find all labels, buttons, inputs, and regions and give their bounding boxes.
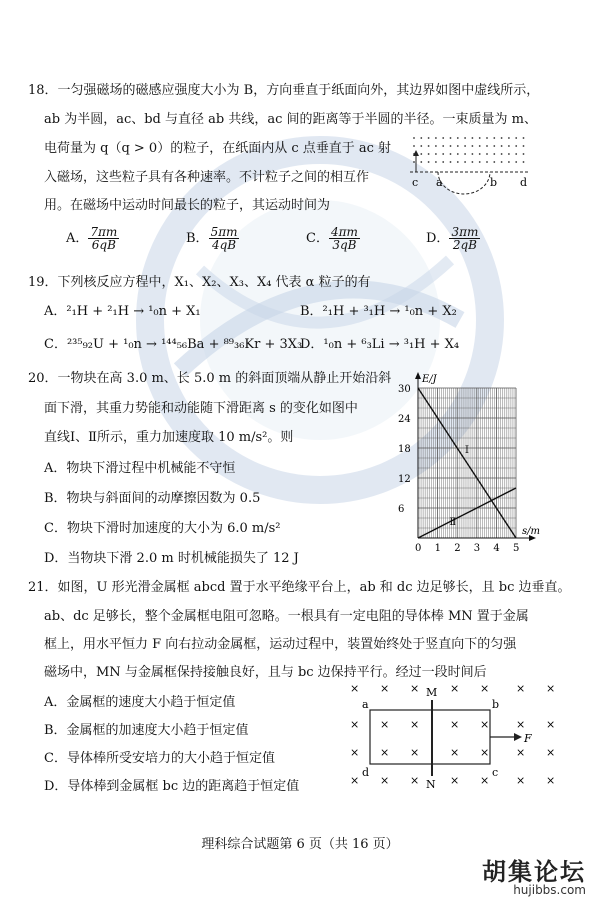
field-dot bbox=[493, 137, 495, 139]
field-dot bbox=[428, 161, 430, 163]
q18-line-1: 18．一匀强磁场的磁感应强度大小为 B，方向垂直于纸面向外，其边界如图中虚线所示， bbox=[28, 83, 540, 98]
field-cross-mark: × bbox=[480, 774, 490, 787]
field-cross-mark: × bbox=[450, 746, 460, 759]
y-axis-arrow bbox=[415, 372, 421, 379]
brand-url: hujibbs.com bbox=[513, 883, 586, 897]
x-axis-label: s/m bbox=[522, 526, 540, 537]
q20-option-c: C．物块下滑时加速度的大小为 6.0 m/s² bbox=[44, 521, 281, 536]
q18-label-c: c bbox=[412, 176, 419, 189]
y-tick-label: 24 bbox=[398, 414, 411, 425]
fraction-numerator: 3πm bbox=[451, 225, 479, 239]
q21-option-b: B．金属框的加速度大小趋于恒定值 bbox=[44, 723, 249, 738]
field-dot bbox=[457, 161, 459, 163]
field-dot bbox=[450, 137, 452, 139]
fraction-denominator: 4qB bbox=[211, 238, 237, 252]
field-dot bbox=[457, 145, 459, 147]
field-dot bbox=[486, 153, 488, 155]
series-label-1: Ⅰ bbox=[465, 445, 469, 456]
x-tick-label: 3 bbox=[473, 543, 481, 554]
x-tick-label: 0 bbox=[415, 543, 422, 554]
q18-option-fraction bbox=[209, 226, 240, 251]
fraction-numerator: 4πm bbox=[330, 225, 358, 239]
field-dot bbox=[450, 153, 452, 155]
field-dot bbox=[413, 145, 415, 147]
q18-label-b: b bbox=[490, 176, 498, 189]
field-dot bbox=[464, 145, 466, 147]
y-tick-label: 12 bbox=[398, 474, 411, 485]
field-dot bbox=[420, 153, 422, 155]
q21-label-d: d bbox=[362, 766, 370, 779]
field-dot bbox=[472, 145, 474, 147]
q18-label-d: d bbox=[520, 176, 528, 189]
field-dot bbox=[450, 145, 452, 147]
q21-label-m: M bbox=[426, 686, 438, 699]
y-tick-label: 6 bbox=[398, 504, 405, 515]
field-dot bbox=[420, 137, 422, 139]
q21-option-a: A．金属框的速度大小趋于恒定值 bbox=[44, 695, 236, 710]
field-dot bbox=[420, 145, 422, 147]
q18-option-label: A． bbox=[66, 231, 89, 246]
page-footer: 理科综合试题第 6 页（共 16 页） bbox=[201, 837, 399, 852]
field-dot bbox=[486, 161, 488, 163]
field-dot bbox=[464, 137, 466, 139]
q21-line-1: 21．如图，U 形光滑金属框 abcd 置于水平绝缘平台上，ab 和 dc 边足够长，且 bc 边垂直。 bbox=[28, 580, 571, 595]
x-tick-label: 2 bbox=[454, 543, 461, 554]
fraction-denominator: 2qB bbox=[452, 238, 477, 252]
field-dot bbox=[523, 161, 525, 163]
field-dot bbox=[479, 161, 481, 163]
q18-option-label: D． bbox=[426, 231, 450, 246]
field-dot bbox=[413, 137, 415, 139]
field-cross-mark: × bbox=[380, 746, 390, 759]
field-dot bbox=[472, 161, 474, 163]
field-dot bbox=[501, 153, 503, 155]
q19-option-a: A．²₁H + ²₁H → ¹₀n + X₁ bbox=[44, 304, 201, 319]
field-dot bbox=[442, 145, 444, 147]
field-dot bbox=[523, 137, 525, 139]
field-dot bbox=[493, 145, 495, 147]
y-axis-label: E/J bbox=[422, 374, 437, 385]
field-dot bbox=[457, 137, 459, 139]
q19-option-b: B．²₁H + ³₁H → ¹₀n + X₂ bbox=[300, 304, 457, 319]
field-dot bbox=[428, 145, 430, 147]
field-dot bbox=[523, 145, 525, 147]
field-cross-mark: × bbox=[450, 682, 460, 695]
q20-option-d: D．当物块下滑 2.0 m 时机械能损失了 12 J bbox=[44, 551, 299, 566]
q18-option-label: C． bbox=[306, 231, 329, 246]
field-dot bbox=[501, 145, 503, 147]
q18-label-a: a bbox=[436, 176, 443, 189]
q21-label-f: F bbox=[524, 732, 532, 745]
field-cross-mark: × bbox=[380, 774, 390, 787]
q20-line-2: 面下滑，其重力势能和动能随下滑距离 s 的变化如图中 bbox=[44, 401, 358, 416]
field-cross-mark: × bbox=[450, 774, 460, 787]
fraction-denominator: 3qB bbox=[332, 238, 357, 252]
field-dot bbox=[515, 161, 517, 163]
series-label-2: Ⅱ bbox=[449, 517, 457, 528]
fraction-denominator: 6qB bbox=[91, 238, 116, 252]
y-tick-label: 30 bbox=[398, 384, 411, 395]
fraction-numerator: 5πm bbox=[210, 225, 238, 239]
q20-option-b: B．物块与斜面间的动摩擦因数为 0.5 bbox=[44, 491, 261, 506]
field-dot bbox=[486, 145, 488, 147]
field-cross-mark: × bbox=[350, 718, 360, 731]
field-dot bbox=[442, 153, 444, 155]
field-dot bbox=[493, 153, 495, 155]
field-cross-mark: × bbox=[480, 718, 490, 731]
q21-label-n: N bbox=[426, 778, 436, 791]
q21-label-b: b bbox=[492, 698, 500, 711]
q18-option-fraction bbox=[88, 226, 119, 251]
y-tick-label: 18 bbox=[398, 444, 411, 455]
field-cross-mark: × bbox=[350, 746, 360, 759]
q21-line-3: 框上，用水平恒力 F 向右拉动金属框，运动过程中，装置始终处于竖直向下的匀强 bbox=[44, 637, 517, 652]
q21-label-a: a bbox=[362, 698, 369, 711]
field-cross-mark: × bbox=[480, 746, 490, 759]
field-dot bbox=[435, 161, 437, 163]
field-dot bbox=[435, 153, 437, 155]
q18-option-d bbox=[426, 226, 480, 251]
field-cross-mark: × bbox=[516, 774, 526, 787]
field-dot bbox=[501, 161, 503, 163]
field-dot bbox=[515, 145, 517, 147]
q18-line-4: 入磁场，这些粒子具有各种速率。不计粒子之间的相互作 bbox=[44, 170, 370, 185]
field-cross-mark: × bbox=[546, 682, 556, 695]
field-dot bbox=[501, 137, 503, 139]
field-dot bbox=[515, 153, 517, 155]
q21-line-4: 磁场中，MN 与金属框保持接触良好，且与 bc 边保持平行。经过一段时间后 bbox=[44, 665, 487, 680]
q18-option-c bbox=[306, 226, 360, 251]
field-dot bbox=[435, 137, 437, 139]
field-cross-mark: × bbox=[410, 718, 420, 731]
field-dot bbox=[464, 161, 466, 163]
q19-option-d: D．¹₀n + ⁶₃Li → ³₁H + X₄ bbox=[300, 337, 460, 352]
x-tick-label: 4 bbox=[493, 543, 500, 554]
q18-option-a bbox=[66, 226, 119, 251]
field-cross-mark: × bbox=[380, 682, 390, 695]
field-dot bbox=[472, 137, 474, 139]
field-cross-mark: × bbox=[546, 774, 556, 787]
field-dot bbox=[493, 161, 495, 163]
q18-option-fraction bbox=[329, 226, 360, 251]
field-cross-mark: × bbox=[410, 682, 420, 695]
brand-name: 胡集论坛 bbox=[482, 857, 586, 886]
field-cross-mark: × bbox=[546, 746, 556, 759]
site-brand bbox=[482, 857, 586, 897]
field-dot bbox=[479, 145, 481, 147]
field-dot bbox=[523, 153, 525, 155]
q21-line-2: ab、dc 足够长，整个金属框电阻可忽略。一根具有一定电阻的导体棒 MN 置于金属 bbox=[44, 609, 529, 624]
field-dot bbox=[420, 161, 422, 163]
x-tick-label: 5 bbox=[513, 543, 520, 554]
field-dot bbox=[486, 137, 488, 139]
field-dot bbox=[428, 153, 430, 155]
field-cross-mark: × bbox=[516, 682, 526, 695]
field-dot bbox=[457, 153, 459, 155]
q18-option-label: B． bbox=[186, 231, 209, 246]
q21-option-c: C．导体棒所受安培力的大小趋于恒定值 bbox=[44, 751, 275, 766]
q19-option-c: C．²³⁵₉₂U + ¹₀n → ¹⁴⁴₅₆Ba + ⁸⁹₃₆Kr + 3X₃ bbox=[44, 337, 303, 352]
q18-figure bbox=[410, 132, 530, 222]
field-cross-mark: × bbox=[350, 682, 360, 695]
q20-line-3: 直线Ⅰ、Ⅱ所示，重力加速度取 10 m/s²。则 bbox=[44, 430, 294, 445]
field-cross-mark: × bbox=[516, 746, 526, 759]
q18-option-b bbox=[186, 226, 239, 251]
field-dot bbox=[508, 153, 510, 155]
q20-line-1: 20．一物块在高 3.0 m、长 5.0 m 的斜面顶端从静止开始沿斜 bbox=[28, 371, 392, 386]
q21-figure bbox=[340, 684, 560, 794]
field-cross-mark: × bbox=[450, 718, 460, 731]
q18-option-fraction bbox=[449, 226, 480, 251]
field-cross-mark: × bbox=[546, 718, 556, 731]
field-cross-mark: × bbox=[516, 718, 526, 731]
field-dot bbox=[442, 161, 444, 163]
q20-option-a: A．物块下滑过程中机械能不守恒 bbox=[44, 461, 236, 476]
field-cross-mark: × bbox=[350, 774, 360, 787]
field-dot bbox=[515, 137, 517, 139]
field-dot bbox=[508, 137, 510, 139]
field-dot bbox=[479, 137, 481, 139]
field-dot bbox=[508, 145, 510, 147]
q18-line-5: 用。在磁场中运动时间最长的粒子，其运动时间为 bbox=[44, 198, 331, 213]
x-tick-label: 1 bbox=[434, 543, 441, 554]
field-dot bbox=[479, 153, 481, 155]
field-dot bbox=[428, 137, 430, 139]
field-dot bbox=[472, 153, 474, 155]
field-dot bbox=[450, 161, 452, 163]
q18-line-2: ab 为半圆，ac、bd 与直径 ab 共线，ac 间的距离等于半圆的半径。一束质量为 m、 bbox=[44, 112, 537, 127]
field-dot bbox=[464, 153, 466, 155]
field-dot bbox=[413, 161, 415, 163]
q21-option-d: D．导体棒到金属框 bc 边的距离趋于恒定值 bbox=[44, 779, 300, 794]
q19-stem: 19．下列核反应方程中，X₁、X₂、X₃、X₄ 代表 α 粒子的有 bbox=[28, 275, 371, 290]
field-cross-mark: × bbox=[410, 774, 420, 787]
field-dot bbox=[442, 137, 444, 139]
field-cross-mark: × bbox=[380, 718, 390, 731]
q20-energy-chart bbox=[398, 372, 538, 554]
fraction-numerator: 7πm bbox=[90, 225, 118, 239]
field-dot bbox=[508, 161, 510, 163]
field-cross-mark: × bbox=[480, 682, 490, 695]
field-dot bbox=[435, 145, 437, 147]
q18-line-3: 电荷量为 q（q > 0）的粒子，在纸面内从 c 点垂直于 ac 射 bbox=[44, 141, 392, 156]
field-cross-mark: × bbox=[410, 746, 420, 759]
q21-label-c: c bbox=[492, 766, 499, 779]
